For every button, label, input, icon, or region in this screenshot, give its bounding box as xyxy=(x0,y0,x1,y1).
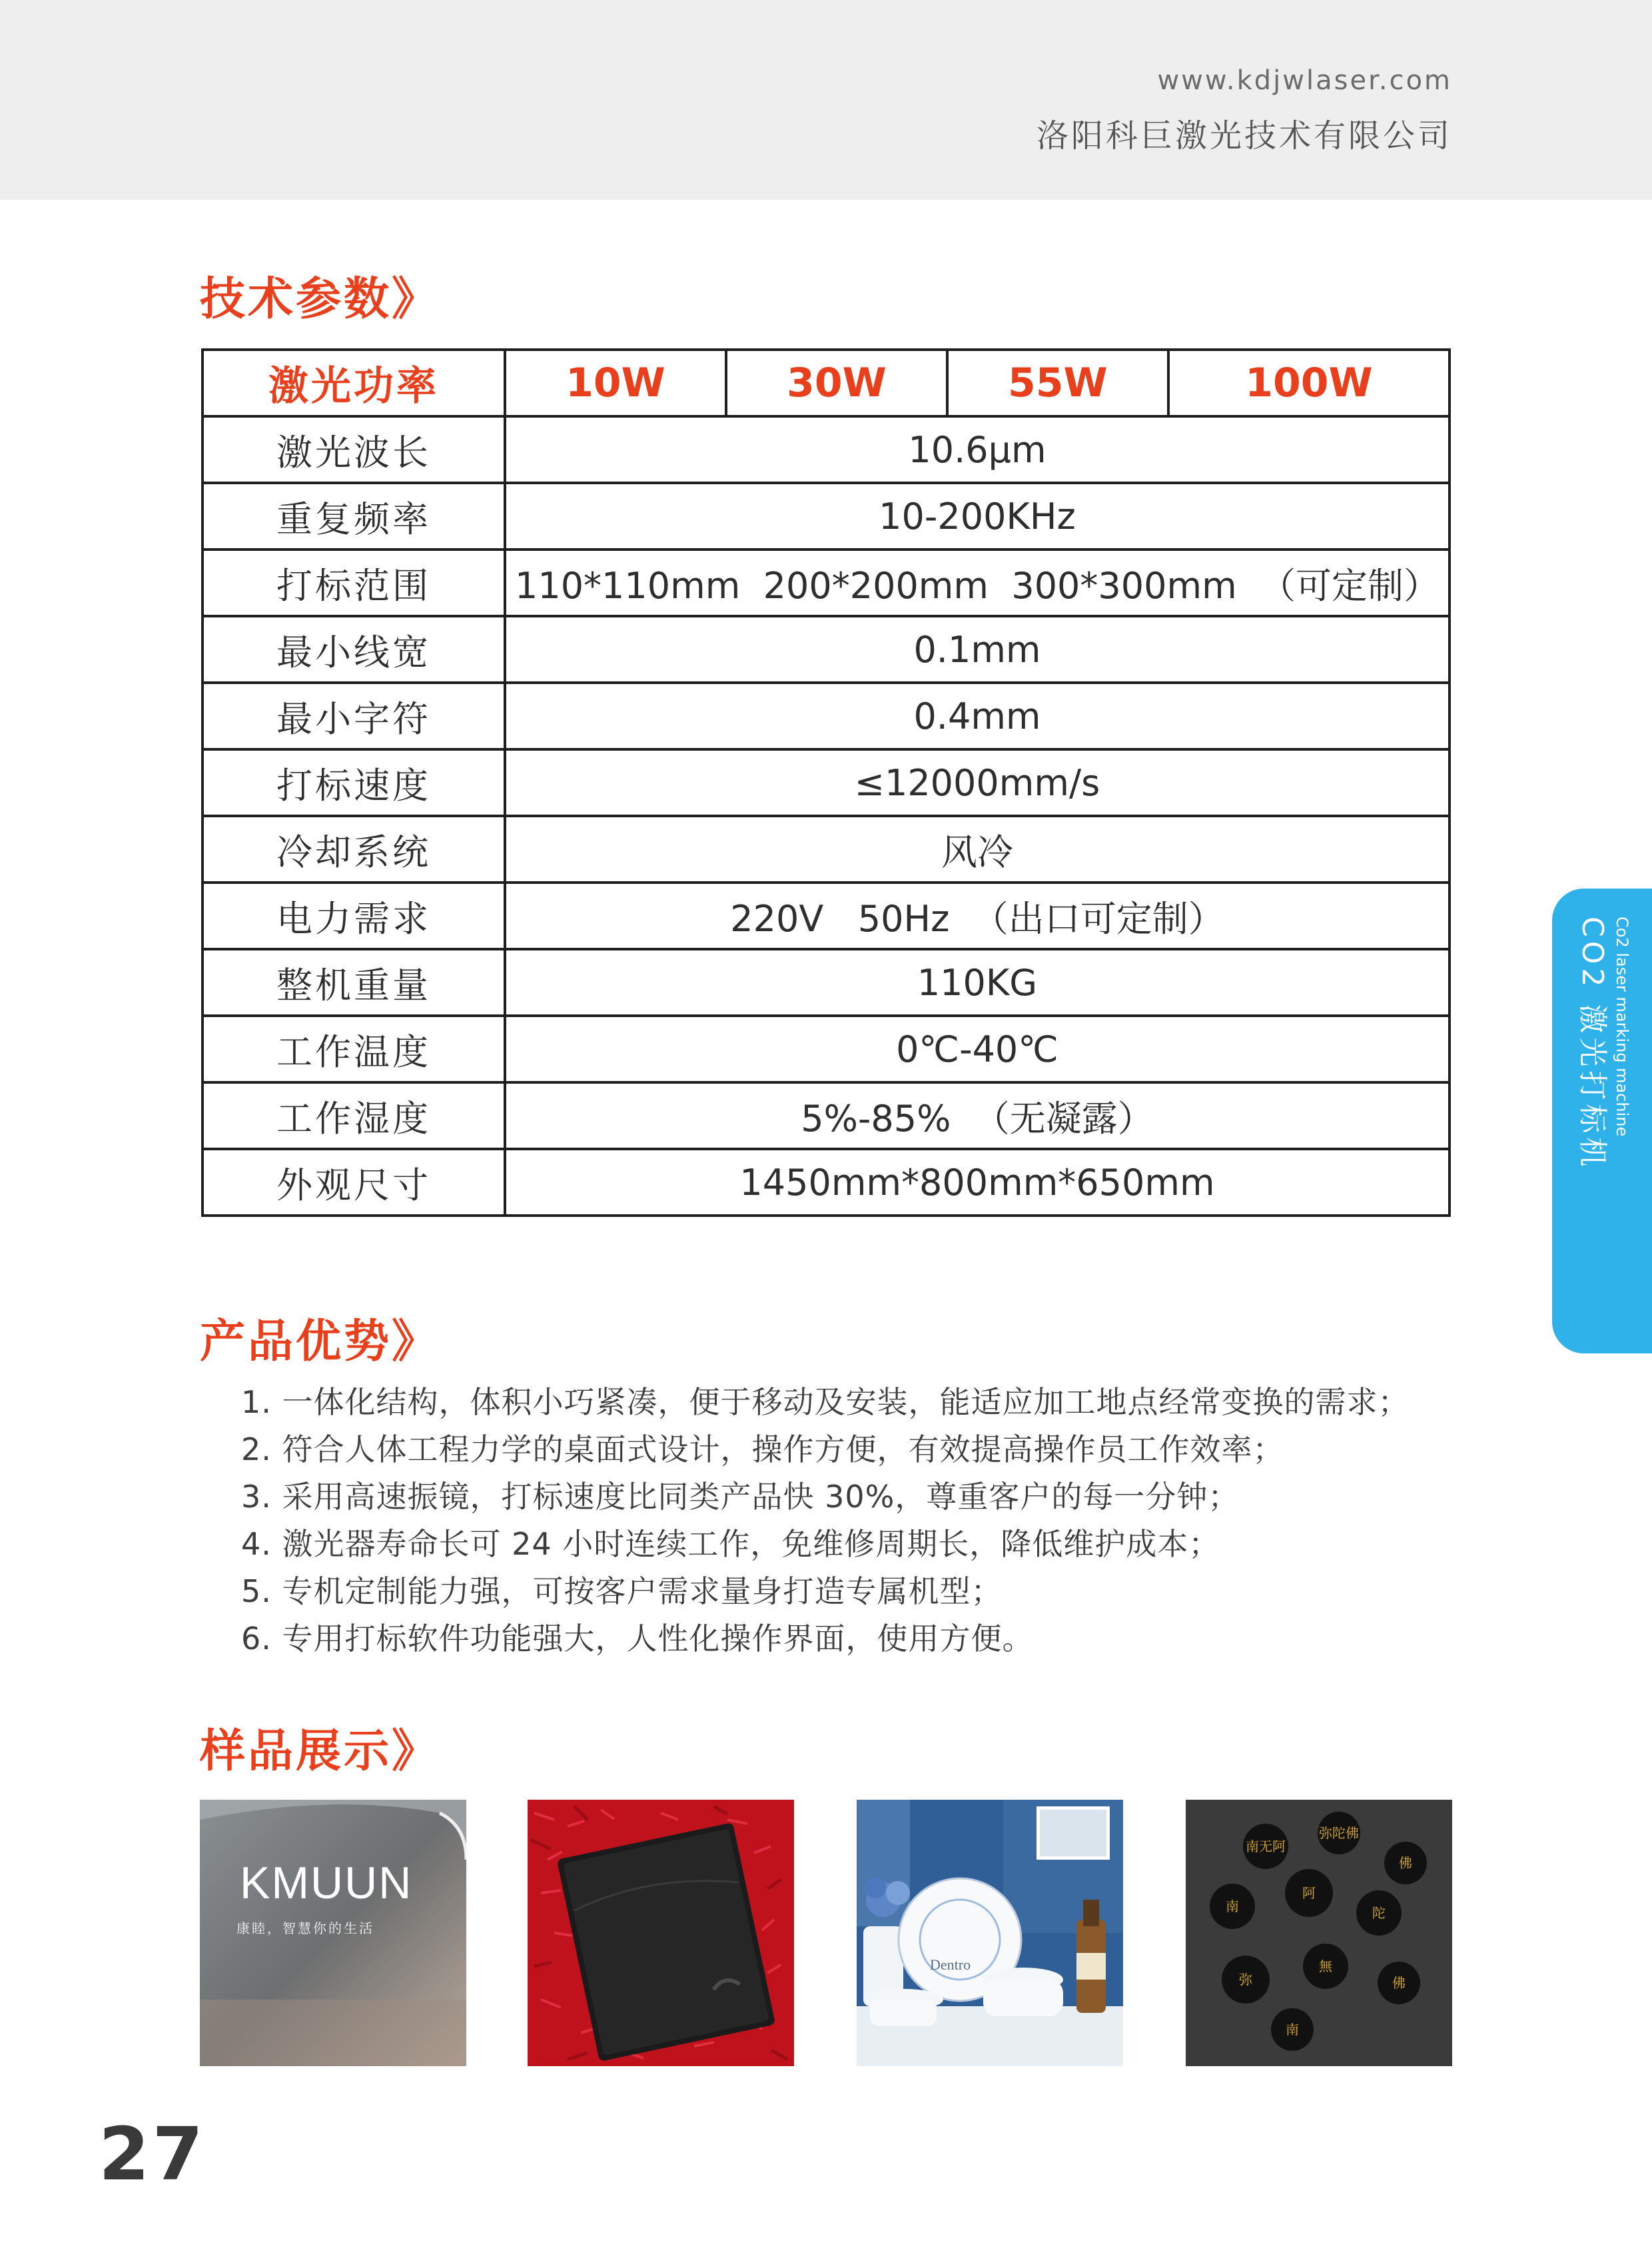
spec-row xyxy=(203,749,1449,816)
advantage-item: 1. 一体化结构，体积小巧紧凑，便于移动及安装，能适应加工地点经常变换的需求； xyxy=(241,1384,1410,1420)
spec-label: 整机重量 xyxy=(203,949,505,1016)
bead-text: 陀 xyxy=(1372,1905,1386,1921)
spec-value: 110*110mm 200*200mm 300*300mm （可定制） xyxy=(505,550,1449,616)
bead-text: 阿 xyxy=(1302,1885,1316,1901)
side-tab-text xyxy=(1552,889,1652,1353)
page-number: 27 xyxy=(99,2111,206,2197)
spec-value: ≤12000mm/s xyxy=(505,749,1449,816)
spec-value: 10-200KHz xyxy=(505,483,1449,550)
spec-row xyxy=(203,416,1449,483)
advantage-item: 5. 专机定制能力强，可按客户需求量身打造专属机型； xyxy=(241,1573,1003,1609)
spec-label: 工作温度 xyxy=(203,1016,505,1082)
samples-section-title: 样品展示》 xyxy=(200,1725,440,1778)
spec-value: 10.6μm xyxy=(505,416,1449,483)
power-30w: 30W xyxy=(726,350,947,416)
spec-value: 0℃-40℃ xyxy=(505,1016,1449,1082)
spec-table xyxy=(201,348,1451,1217)
bead-text: 佛 xyxy=(1399,1855,1412,1871)
spec-label: 最小字符 xyxy=(203,683,505,749)
spec-label: 重复频率 xyxy=(203,483,505,550)
sample-tableware-graphic xyxy=(857,1800,1123,2066)
specs-section-title: 技术参数》 xyxy=(200,273,440,326)
spec-label: 外观尺寸 xyxy=(203,1149,505,1216)
side-tab-subtitle: Co2 laser marking machine xyxy=(1613,917,1631,1137)
spec-label: 冷却系统 xyxy=(203,816,505,883)
spec-row xyxy=(203,683,1449,749)
spec-row xyxy=(203,1082,1449,1149)
advantage-item: 4. 激光器寿命长可 24 小时连续工作，免维修周期长，降低维护成本； xyxy=(241,1526,1220,1562)
spec-row xyxy=(203,1149,1449,1216)
advantages-section-title: 产品优势》 xyxy=(200,1315,440,1368)
spec-row xyxy=(203,483,1449,550)
advantages-list xyxy=(241,1379,1410,1663)
header-band xyxy=(0,0,1652,200)
glass-caption-text: 康睦，智慧你的生活 xyxy=(236,1920,374,1936)
spec-label: 打标速度 xyxy=(203,749,505,816)
side-category-tab[interactable] xyxy=(1552,889,1652,1353)
bead-text: 弥 xyxy=(1239,1972,1252,1988)
spec-value: 220V 50Hz （出口可定制） xyxy=(505,883,1449,949)
spec-value: 110KG xyxy=(505,949,1449,1016)
spec-value: 0.1mm xyxy=(505,616,1449,683)
spec-label: 最小线宽 xyxy=(203,616,505,683)
advantage-item: 2. 符合人体工程力学的桌面式设计，操作方便，有效提高操作员工作效率； xyxy=(241,1431,1284,1467)
advantage-item: 3. 采用高速振镜，打标速度比同类产品快 30%，尊重客户的每一分钟； xyxy=(241,1479,1240,1515)
spec-row xyxy=(203,550,1449,616)
spec-row xyxy=(203,616,1449,683)
bead-text: 南无阿 xyxy=(1246,1838,1286,1854)
sample-tableware-image xyxy=(857,1800,1123,2066)
bead-text: 無 xyxy=(1319,1958,1332,1974)
spec-row xyxy=(203,883,1449,949)
spec-label: 电力需求 xyxy=(203,883,505,949)
power-10w: 10W xyxy=(505,350,726,416)
spec-label: 工作湿度 xyxy=(203,1082,505,1149)
spec-value: 5%-85% （无凝露） xyxy=(505,1082,1449,1149)
spec-header-label: 激光功率 xyxy=(203,350,505,416)
spec-label: 激光波长 xyxy=(203,416,505,483)
power-55w: 55W xyxy=(947,350,1168,416)
sample-wallet-image xyxy=(528,1800,794,2066)
spec-row xyxy=(203,816,1449,883)
spec-value: 0.4mm xyxy=(505,683,1449,749)
spec-label: 打标范围 xyxy=(203,550,505,616)
spec-row xyxy=(203,1016,1449,1082)
bead-text: 佛 xyxy=(1392,1975,1406,1991)
bowl-brand-text: Dentro xyxy=(930,1956,971,1973)
spec-value: 风冷 xyxy=(505,816,1449,883)
sample-beads-graphic xyxy=(1186,1800,1452,2066)
sample-wallet-graphic xyxy=(528,1800,794,2066)
spec-value: 1450mm*800mm*650mm xyxy=(505,1149,1449,1216)
sample-glass-image xyxy=(200,1800,466,2066)
glass-logo-text: KMUUN xyxy=(240,1858,413,1908)
bead-text: 南 xyxy=(1226,1898,1239,1914)
side-tab-title: CO2 激光打标机 xyxy=(1575,917,1609,1171)
spec-row xyxy=(203,949,1449,1016)
company-name: 洛阳科巨激光技术有限公司 xyxy=(1036,117,1452,155)
spec-header-row xyxy=(203,350,1449,416)
website-url: www.kdjwlaser.com xyxy=(1157,65,1452,96)
sample-glass-graphic xyxy=(200,1800,466,2066)
power-100w: 100W xyxy=(1168,350,1449,416)
bead-text: 南 xyxy=(1286,2022,1299,2038)
bead-text: 弥陀佛 xyxy=(1319,1825,1359,1841)
sample-beads-image xyxy=(1186,1800,1452,2066)
advantage-item: 6. 专用打标软件功能强大，人性化操作界面，使用方便。 xyxy=(241,1621,1034,1657)
